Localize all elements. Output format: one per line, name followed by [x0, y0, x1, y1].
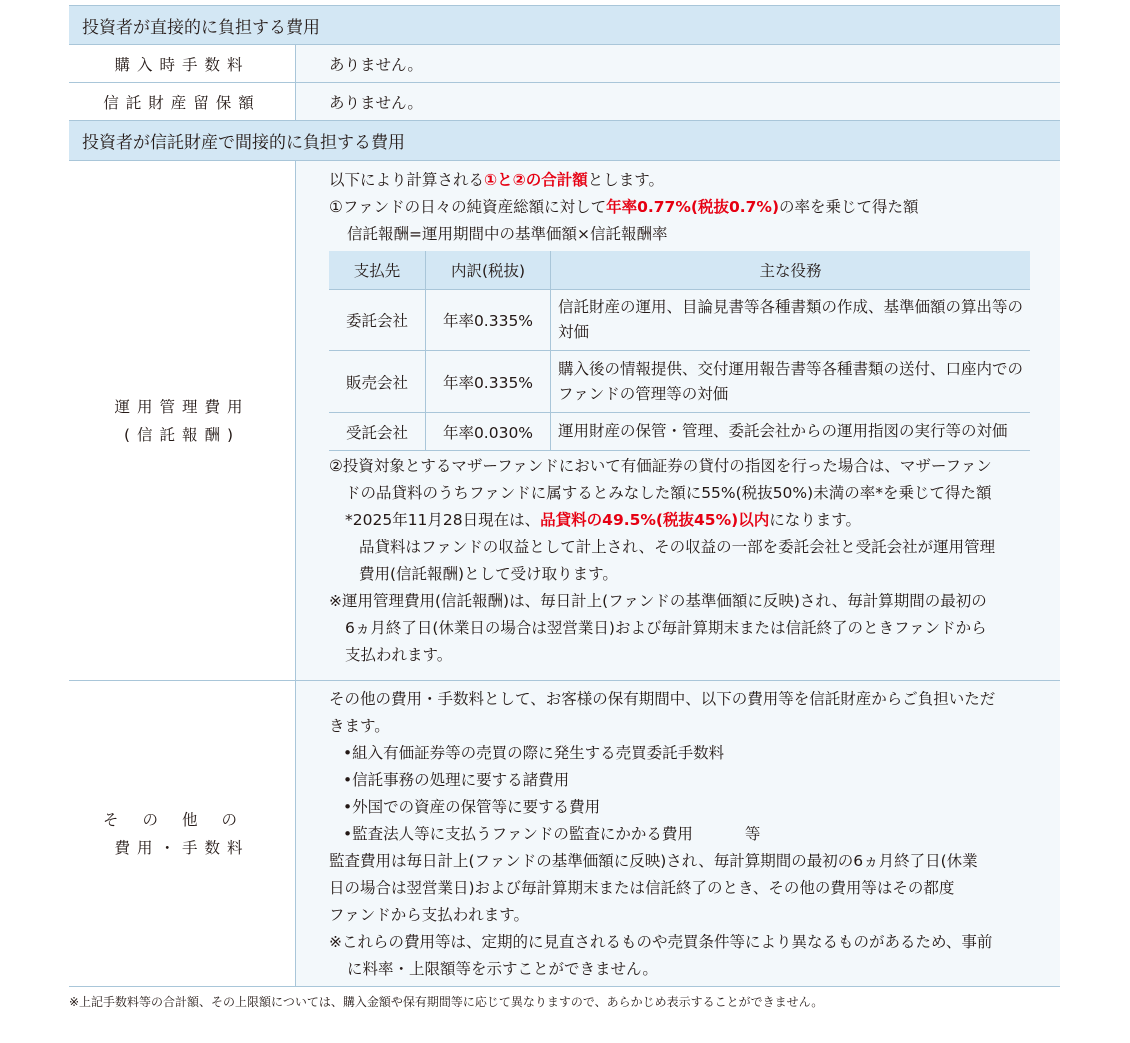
- mgmt-remark-line3: 支払われます。: [345, 646, 453, 664]
- list-item: •組入有価証券等の売買の際に発生する売買委託手数料: [343, 744, 725, 762]
- breakdown-duty: 信託財産の運用、目論見書等各種書類の作成、基準価額の算出等の対価: [551, 290, 1031, 351]
- footnote: ※上記手数料等の合計額、その上限額については、購入金額や保有期間等に応じて異なりますので、あらかじめ表示することができません。: [69, 995, 824, 1009]
- breakdown-duty: 購入後の情報提供、交付運用報告書等各種書類の送付、口座内でのファンドの管理等の対価: [551, 351, 1031, 413]
- breakdown-header-payee: 支払先: [329, 251, 426, 290]
- other-fees-label-line2: 費用・手数料: [114, 838, 250, 857]
- mgmt-item1-tail: の率を乗じて得た額: [779, 198, 919, 216]
- breakdown-header-duty: 主な役務: [551, 251, 1031, 290]
- trust-reserve-label: 信託財産留保額: [69, 83, 296, 120]
- direct-cost-title: 投資者が直接的に負担する費用: [82, 17, 320, 38]
- management-fee-label-line1: 運用管理費用: [114, 397, 250, 416]
- trust-reserve-value: ありません。: [296, 83, 1060, 120]
- other-audit-line3: ファンドから支払われます。: [329, 906, 529, 924]
- breakdown-payee: 受託会社: [329, 413, 426, 451]
- fee-table: [69, 5, 1060, 987]
- other-audit-line1: 監査費用は毎日計上(ファンドの基準価額に反映)され、毎計算期間の最初の6ヵ月終了日(休業: [329, 852, 978, 870]
- mgmt-note-text: *2025年11月28日現在は、: [345, 511, 541, 529]
- mgmt-item1-rate: 年率0.77%(税抜0.7%): [606, 198, 780, 216]
- management-fee-label-line2: (信託報酬): [123, 425, 241, 444]
- trust-reserve-row: [69, 83, 1060, 121]
- table-row: [329, 413, 1030, 451]
- purchase-fee-row: [69, 45, 1060, 83]
- breakdown-rate: 年率0.335%: [426, 351, 551, 413]
- mgmt-note-line2: 品貸料はファンドの収益として計上され、その収益の一部を委託会社と受託会社が運用管理: [359, 538, 996, 556]
- purchase-fee-value: ありません。: [296, 45, 1060, 82]
- other-remark-line2: に料率・上限額等を示すことができません。: [347, 960, 658, 978]
- breakdown-duty: 運用財産の保管・管理、委託会社からの運用指図の実行等の対価: [551, 413, 1031, 451]
- mgmt-note-highlight: 品貸料の49.5%(税抜45%)以内: [540, 511, 770, 529]
- other-remark-line1: ※これらの費用等は、定期的に見直されるものや売買条件等により異なるものがあるため、事前: [329, 933, 993, 951]
- mgmt-remark-line1: ※運用管理費用(信託報酬)は、毎日計上(ファンドの基準価額に反映)され、毎計算期間の最初の: [329, 592, 987, 610]
- list-item-suffix: 等: [744, 825, 761, 843]
- other-intro-line1: その他の費用・手数料として、お客様の保有期間中、以下の費用等を信託財産からご負担いただ: [329, 690, 996, 708]
- mgmt-intro-highlight: ①と②の合計額: [484, 171, 588, 189]
- management-fee-label: [69, 161, 296, 680]
- mgmt-item2-line2: ドの品貸料のうちファンドに属するとみなした額に55%(税抜50%)未満の率*を乗じて得た額: [345, 484, 992, 502]
- indirect-cost-title: 投資者が信託財産で間接的に負担する費用: [82, 133, 405, 153]
- other-fees-content: [296, 681, 1060, 986]
- mgmt-item1-text: ①ファンドの日々の純資産総額に対して: [329, 198, 607, 216]
- purchase-fee-label: 購入時手数料: [69, 45, 296, 82]
- mgmt-item2-line1: ②投資対象とするマザーファンドにおいて有価証券の貸付の指図を行った場合は、マザーファン: [329, 457, 992, 475]
- breakdown-header-rate: 内訳(税抜): [426, 251, 551, 290]
- mgmt-note: [329, 507, 1060, 534]
- breakdown-rate: 年率0.030%: [426, 413, 551, 451]
- breakdown-rate: 年率0.335%: [426, 290, 551, 351]
- mgmt-formula: 信託報酬=運用期間中の基準価額×信託報酬率: [347, 225, 668, 243]
- list-item-text: •監査法人等に支払うファンドの監査にかかる費用: [343, 825, 693, 843]
- breakdown-payee: 販売会社: [329, 351, 426, 413]
- management-fee-row: [69, 161, 1060, 681]
- mgmt-intro-text: 以下により計算される: [329, 171, 485, 189]
- list-item: •信託事務の処理に要する諸費用: [343, 771, 570, 789]
- indirect-cost-header: [69, 121, 1060, 161]
- other-fees-label: [69, 681, 296, 986]
- other-fees-label-line1: その他の: [102, 810, 261, 829]
- other-audit-line2: 日の場合は翌営業日)および毎計算期末または信託終了のとき、その他の費用等はその都度: [329, 879, 955, 897]
- mgmt-item1: [329, 194, 1060, 221]
- list-item: •外国での資産の保管等に要する費用: [343, 798, 601, 816]
- other-intro-line2: きます。: [329, 717, 390, 735]
- fee-breakdown-table: [329, 251, 1030, 451]
- mgmt-intro-tail: とします。: [587, 171, 665, 189]
- mgmt-remark-line2: 6ヵ月終了日(休業日の場合は翌営業日)および毎計算期末または信託終了のときファンドから: [345, 619, 987, 637]
- mgmt-note-tail: になります。: [769, 511, 861, 529]
- management-fee-content: [296, 161, 1060, 680]
- list-item: [329, 821, 1060, 848]
- table-row: [329, 290, 1030, 351]
- mgmt-intro: [329, 167, 1060, 194]
- other-fees-row: [69, 681, 1060, 987]
- direct-cost-header: [69, 5, 1060, 45]
- breakdown-payee: 委託会社: [329, 290, 426, 351]
- mgmt-note-line3: 費用(信託報酬)として受け取ります。: [359, 565, 618, 583]
- table-row: [329, 351, 1030, 413]
- breakdown-header-row: [329, 251, 1030, 290]
